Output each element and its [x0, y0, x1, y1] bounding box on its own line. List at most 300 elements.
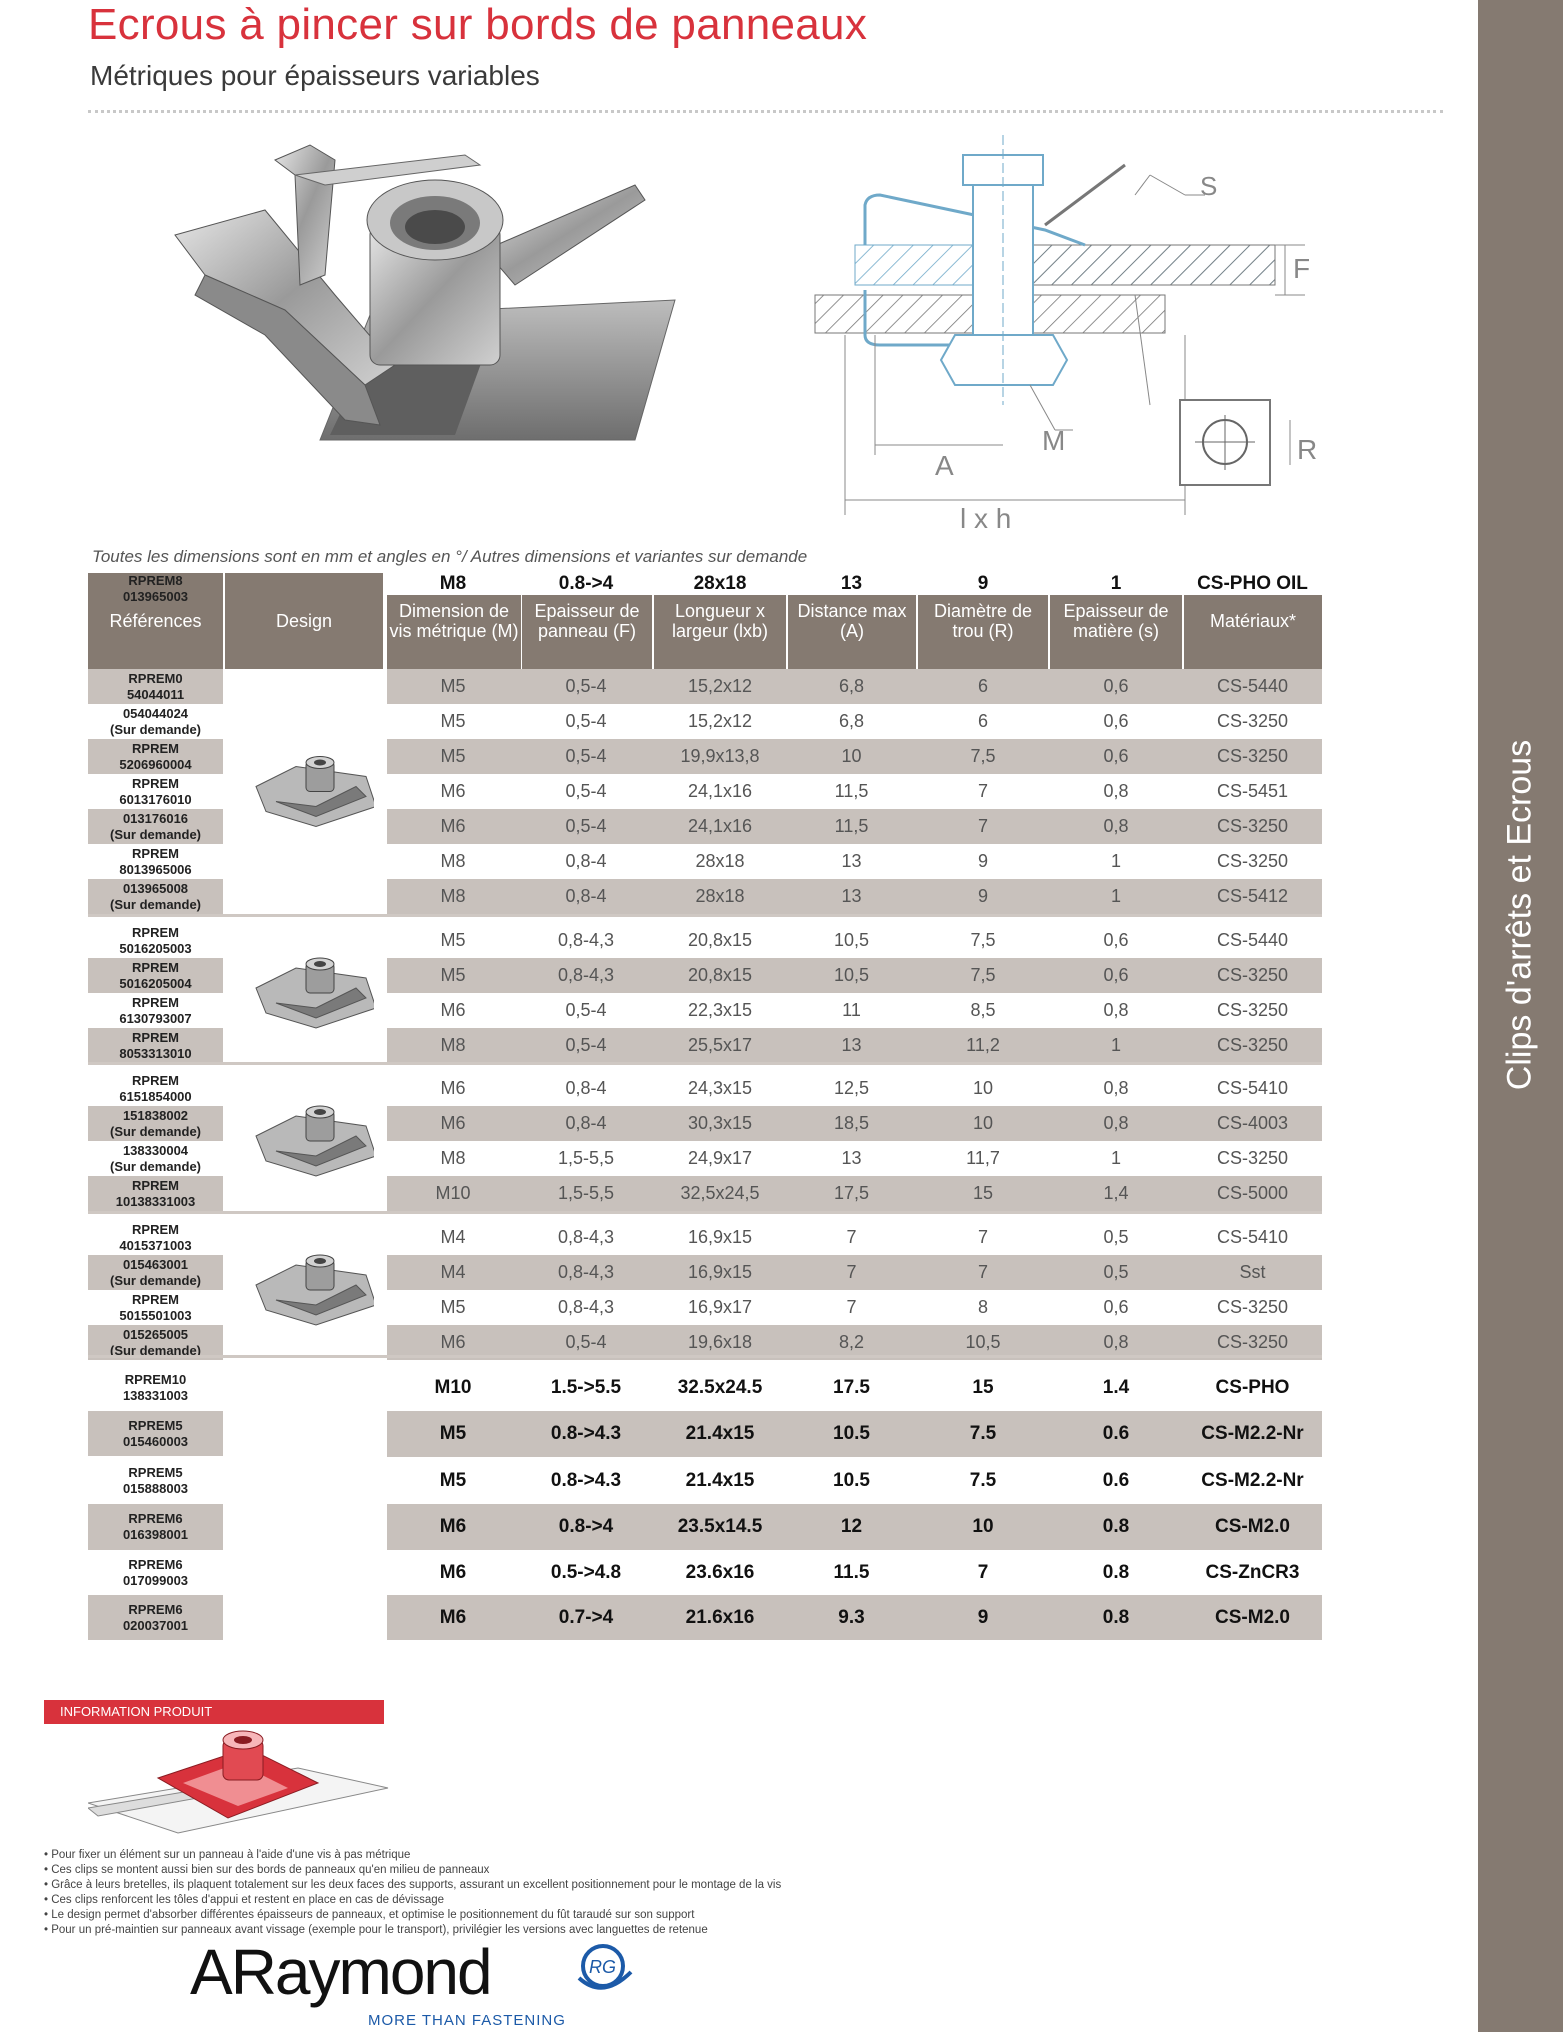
header-col: Epaisseur de matière (s) — [1050, 573, 1182, 669]
table-cell: 6,8 — [838, 676, 865, 696]
table-cell: 15 — [972, 1376, 994, 1398]
table-cell: 7,5 — [970, 746, 996, 766]
brand-monogram-icon — [575, 1942, 635, 1998]
table-row-reference — [88, 669, 223, 704]
table-cell: CS-M2.2-Nr — [1201, 1470, 1304, 1491]
reference-line: (Sur demande) — [109, 1272, 201, 1288]
table-cell: CS-3250 — [1216, 1035, 1289, 1055]
table-cell: 15,2x12 — [687, 676, 753, 696]
sidebar-label: Clips d'arrêts et Ecrous — [1500, 739, 1539, 1091]
reference-line: 015888003 — [122, 1481, 189, 1496]
header-col: Distance max (A) — [788, 573, 916, 669]
table-cell: 32,5x24,5 — [680, 1183, 760, 1203]
technical-diagram — [805, 135, 1345, 530]
table-cell: CS-5412 — [1216, 886, 1289, 906]
table-cell: 0,5-4 — [565, 816, 607, 836]
table-cell: M6 — [439, 1606, 467, 1628]
table-cell: 8 — [977, 1297, 988, 1317]
table-cell: M8 — [440, 886, 466, 906]
diagram-label-m: M — [1042, 425, 1066, 456]
table-cell: 0,6 — [1103, 711, 1129, 731]
table-cell: CS-3250 — [1216, 1148, 1289, 1168]
table-cell: 0,8-4 — [565, 1078, 607, 1098]
table-row-reference — [88, 1504, 223, 1550]
reference-line: RPREM0 — [128, 670, 183, 686]
reference-line: 10138331003 — [115, 1193, 196, 1209]
table-cell: M4 — [440, 1227, 466, 1247]
reference-line: RPREM6 — [128, 1557, 183, 1572]
table-row-reference — [88, 1290, 223, 1325]
table-row — [387, 1411, 1322, 1457]
table-row-reference — [88, 1595, 223, 1640]
table-cell: M6 — [440, 781, 466, 801]
reference-line: 013965003 — [122, 589, 189, 604]
group-separator — [88, 1211, 1322, 1214]
reference-line: RPREM — [132, 924, 179, 940]
table-row — [387, 704, 1322, 739]
table-cell: M5 — [440, 711, 466, 731]
table-cell: M5 — [440, 965, 466, 985]
table-cell: 11 — [842, 1000, 861, 1020]
table-cell: 10 — [972, 1516, 994, 1537]
group-separator — [88, 1355, 1322, 1358]
reference-line: (Sur demande) — [109, 721, 201, 737]
design-cell — [236, 669, 374, 914]
table-cell: CS-5410 — [1216, 1227, 1289, 1247]
reference-line: 015463001 — [122, 1256, 189, 1272]
table-row — [387, 958, 1322, 993]
table-cell: 0,6 — [1103, 930, 1129, 950]
table-cell: 0,5 — [1103, 1227, 1129, 1247]
table-cell: 24,1x16 — [687, 816, 753, 836]
table-cell: 15 — [972, 1183, 994, 1203]
table-row-reference — [88, 704, 223, 739]
table-cell: 16,9x17 — [687, 1297, 753, 1317]
table-cell: 0,8-4,3 — [557, 930, 615, 950]
design-cell — [236, 1071, 374, 1211]
reference-line: 54044011 — [126, 686, 185, 702]
table-row — [387, 1141, 1322, 1176]
diagram-label-f: F — [1293, 253, 1311, 284]
table-row-reference — [88, 1028, 223, 1063]
table-cell: 7.5 — [969, 1423, 997, 1444]
table-cell: M5 — [440, 676, 466, 696]
table-cell: 0,5-4 — [565, 711, 607, 731]
header-design: Design — [225, 573, 383, 669]
reference-line: 013965008 — [122, 880, 189, 896]
header-references: Références — [88, 573, 223, 669]
header-col: Matériaux* — [1184, 573, 1322, 669]
table-cell: 7 — [846, 1262, 857, 1282]
table-cell: M6 — [440, 1113, 466, 1133]
table-cell: CS-PHO — [1215, 1376, 1290, 1398]
table-cell: 9 — [977, 573, 989, 594]
table-row-reference — [88, 844, 223, 879]
info-bullet: • Ces clips renforcent les tôles d'appui et restent en place en cas de dévissage — [44, 1894, 445, 1906]
table-row — [387, 1365, 1322, 1410]
table-row-reference — [88, 1071, 223, 1106]
reference-line: 016398001 — [122, 1527, 189, 1542]
reference-line: 015265005 — [122, 1326, 189, 1342]
table-cell: 13 — [841, 851, 862, 871]
reference-line: (Sur demande) — [109, 1123, 201, 1139]
dimension-note: Toutes les dimensions sont en mm et angles en °/ Autres dimensions et variantes sur demande — [92, 547, 808, 566]
table-cell: CS-3250 — [1216, 711, 1289, 731]
reference-line: RPREM — [132, 1177, 179, 1193]
reference-line: RPREM — [132, 1291, 179, 1307]
table-cell: 1 — [1110, 1035, 1121, 1055]
table-cell: 10.5 — [833, 1423, 870, 1444]
table-cell: M8 — [440, 1035, 466, 1055]
table-row-reference — [88, 1220, 223, 1255]
table-row-reference — [88, 958, 223, 993]
table-cell: 0,8 — [1103, 816, 1129, 836]
table-cell: 0,8-4,3 — [557, 1227, 615, 1247]
table-cell: 0.8 — [1102, 1606, 1130, 1628]
info-bullets — [44, 1848, 781, 1938]
table-row — [387, 1176, 1322, 1211]
table-cell: CS-5000 — [1216, 1183, 1289, 1203]
info-illustration — [88, 1728, 398, 1848]
table-cell: 0.8->4 — [558, 1516, 614, 1537]
table-cell: 18,5 — [833, 1113, 870, 1133]
table-cell: 9 — [977, 886, 988, 906]
table-cell: 0,5-4 — [565, 1035, 607, 1055]
table-row — [387, 739, 1322, 774]
table-row — [387, 1595, 1322, 1640]
table-cell: 7 — [977, 1227, 988, 1247]
table-cell: 10,5 — [965, 1332, 1001, 1352]
table-cell: 8,5 — [970, 1000, 996, 1020]
reference-line: RPREM6 — [128, 1511, 183, 1526]
table-cell: 23.6x16 — [685, 1561, 755, 1583]
reference-line: RPREM — [132, 740, 179, 756]
table-cell: 30,3x15 — [687, 1113, 753, 1133]
table-cell: 0.6 — [1102, 1423, 1130, 1444]
table-row — [387, 1458, 1322, 1504]
table-cell: 21.4x15 — [685, 1470, 755, 1491]
table-cell: CS-5440 — [1216, 930, 1289, 950]
table-row-reference — [88, 1411, 223, 1456]
table-row-reference — [88, 1365, 223, 1410]
reference-line: RPREM — [132, 1072, 179, 1088]
diagram-label-s: S — [1200, 171, 1218, 201]
header-col: Diamètre de trou (R) — [918, 573, 1048, 669]
info-tab: INFORMATION PRODUIT — [44, 1700, 384, 1724]
table-cell: 1,5-5,5 — [557, 1183, 615, 1203]
product-photo — [165, 135, 685, 480]
table-cell: 6 — [977, 711, 988, 731]
reference-line: RPREM10 — [124, 1371, 187, 1387]
reference-line: RPREM — [132, 775, 179, 791]
table-cell: 13 — [841, 1035, 862, 1055]
table-cell: 13 — [841, 1148, 862, 1168]
table-cell: 10.5 — [833, 1470, 870, 1491]
page-title: Ecrous à pincer sur bords de panneaux — [88, 0, 868, 49]
table-cell: 0,5-4 — [565, 746, 607, 766]
table-cell: 0.8->4 — [558, 573, 614, 594]
reference-line: RPREM5 — [128, 1417, 183, 1433]
table-cell: 10 — [972, 1078, 994, 1098]
table-cell: 16,9x15 — [687, 1227, 753, 1247]
table-cell: 20,8x15 — [687, 965, 753, 985]
table-cell: 10 — [972, 1113, 994, 1133]
table-cell: 0,8 — [1103, 1000, 1129, 1020]
reference-line: 151838002 — [122, 1107, 189, 1123]
info-bullet: • Grâce à leurs bretelles, ils plaquent totalement sur les deux faces des supports, assurant un excellent positionnement pour le montage de la vis — [44, 1879, 782, 1891]
reference-line: 5016205003 — [119, 940, 192, 956]
table-cell: M5 — [440, 1297, 466, 1317]
reference-line: 6151854000 — [119, 1088, 192, 1104]
table-cell: 32.5x24.5 — [677, 1376, 763, 1398]
table-row — [387, 1504, 1322, 1550]
reference-line: RPREM — [132, 1221, 179, 1237]
reference-line: 8013965006 — [119, 861, 192, 877]
table-cell: 0,5-4 — [565, 1000, 607, 1020]
table-cell: CS-M2.2-Nr — [1201, 1423, 1304, 1444]
table-cell: CS-M2.0 — [1215, 1606, 1290, 1628]
table-cell: 1.5->5.5 — [550, 1376, 622, 1398]
design-cell — [236, 1220, 374, 1360]
table-row-reference — [88, 573, 223, 605]
table-row — [387, 879, 1322, 914]
table-cell: CS-M2.0 — [1215, 1516, 1290, 1537]
table-row — [387, 844, 1322, 879]
table-row — [387, 1028, 1322, 1063]
table-row — [387, 774, 1322, 809]
table-row — [387, 1106, 1322, 1141]
table-cell: 7 — [846, 1227, 857, 1247]
diagram-label-a: A — [935, 450, 954, 481]
reference-line: 138331003 — [122, 1387, 189, 1403]
brand-tagline: MORE THAN FASTENING — [368, 2012, 566, 2029]
table-cell: 7,5 — [970, 930, 996, 950]
reference-line: 138330004 — [122, 1142, 189, 1158]
reference-line: 6130793007 — [119, 1010, 192, 1026]
table-cell: 10,5 — [833, 930, 870, 950]
table-cell: 21.4x15 — [685, 1423, 755, 1444]
table-cell: 7 — [977, 816, 988, 836]
reference-line: 4015371003 — [119, 1237, 192, 1253]
table-cell: 9 — [977, 851, 988, 871]
diagram-label-r: R — [1297, 434, 1318, 465]
table-cell: M8 — [440, 851, 466, 871]
table-cell: 9.3 — [838, 1606, 865, 1628]
table-cell: 0,8-4 — [565, 886, 607, 906]
reference-line: RPREM — [132, 994, 179, 1010]
info-bullet: • Pour un pré-maintien sur panneaux avant vissage (exemple pour le transport), privilégier les versions avec languettes de retenue — [44, 1924, 708, 1936]
table-cell: 6,8 — [838, 711, 865, 731]
dotted-divider — [88, 110, 1443, 113]
reference-line: 015460003 — [122, 1433, 189, 1449]
header-col: Dimension de vis métrique (M) — [387, 573, 521, 669]
monogram-text: RG — [589, 1957, 616, 1977]
table-cell: 0,5-4 — [565, 676, 607, 696]
table-cell: CS-3250 — [1216, 851, 1289, 871]
table-cell: 21.6x16 — [685, 1606, 755, 1628]
table-cell: 1,4 — [1103, 1183, 1129, 1203]
table-row-reference — [88, 809, 223, 844]
table-cell: 0,5 — [1103, 1262, 1129, 1282]
design-cell — [236, 923, 374, 1063]
reference-line: (Sur demande) — [109, 826, 201, 842]
table-cell: 10,5 — [833, 965, 870, 985]
table-cell: 7 — [846, 1297, 857, 1317]
table-cell: CS-3250 — [1216, 1332, 1289, 1352]
reference-line: 054044024 — [122, 705, 189, 721]
table-cell: 24,1x16 — [687, 781, 753, 801]
table-row-reference — [88, 1106, 223, 1141]
table-cell: 1.4 — [1102, 1376, 1130, 1398]
table-cell: CS-3250 — [1216, 965, 1289, 985]
table-cell: 11,5 — [834, 816, 869, 836]
table-cell: M6 — [440, 1332, 466, 1352]
table-cell: 7,5 — [970, 965, 996, 985]
table-cell: CS-3250 — [1216, 1297, 1289, 1317]
reference-line: RPREM8 — [128, 573, 183, 588]
reference-line: RPREM — [132, 845, 179, 861]
table-cell: M4 — [440, 1262, 466, 1282]
reference-line: (Sur demande) — [109, 1342, 201, 1358]
table-cell: 0.8->4.3 — [550, 1470, 622, 1491]
table-cell: M6 — [440, 816, 466, 836]
reference-line: RPREM — [132, 1029, 179, 1045]
table-row — [387, 1255, 1322, 1290]
table-cell: 7 — [977, 1561, 989, 1583]
table-cell: 0,8-4,3 — [557, 965, 615, 985]
table-cell: 6 — [977, 676, 988, 696]
table-cell: 0,5-4 — [565, 1332, 607, 1352]
table-cell: 20,8x15 — [687, 930, 753, 950]
table-cell: 0,8 — [1103, 1332, 1129, 1352]
table-row — [387, 923, 1322, 958]
reference-line: 8053313010 — [119, 1045, 192, 1061]
table-cell: 15,2x12 — [687, 711, 753, 731]
table-cell: 0,6 — [1103, 676, 1129, 696]
table-row — [387, 809, 1322, 844]
table-cell: 17,5 — [833, 1183, 870, 1203]
reference-line: 6013176010 — [119, 791, 192, 807]
table-cell: 7 — [977, 781, 988, 801]
table-cell: Sst — [1239, 1262, 1266, 1282]
table-cell: 0.8 — [1102, 1516, 1130, 1537]
table-cell: 24,3x15 — [687, 1078, 753, 1098]
table-cell: 7.5 — [969, 1470, 997, 1491]
table-cell: CS-3250 — [1216, 1000, 1289, 1020]
table-cell: 28x18 — [693, 573, 747, 594]
table-cell: M8 — [439, 573, 467, 594]
table-cell: 0,6 — [1103, 1297, 1129, 1317]
table-row — [387, 1550, 1322, 1595]
table-row — [387, 573, 1322, 595]
reference-line: (Sur demande) — [109, 896, 201, 912]
header-col: Longueur x largeur (lxb) — [654, 573, 786, 669]
table-cell: 23.5x14.5 — [677, 1516, 763, 1537]
table-row-reference — [88, 1550, 223, 1596]
info-bullet: • Pour fixer un élément sur un panneau à l'aide d'une vis à pas métrique — [44, 1849, 411, 1861]
table-cell: M5 — [440, 746, 466, 766]
table-row-reference — [88, 1255, 223, 1290]
table-cell: 25,5x17 — [687, 1035, 753, 1055]
table-row-reference — [88, 1141, 223, 1176]
table-cell: CS-3250 — [1216, 816, 1289, 836]
table-row — [387, 1290, 1322, 1325]
table-row-reference — [88, 879, 223, 914]
table-row-reference — [88, 993, 223, 1028]
group-separator — [88, 1062, 1322, 1065]
table-cell: M5 — [439, 1423, 467, 1444]
table-cell: 28x18 — [695, 886, 745, 906]
table-cell: 0.8->4.3 — [550, 1423, 622, 1444]
table-cell: 24,9x17 — [687, 1148, 753, 1168]
table-cell: 12,5 — [833, 1078, 870, 1098]
table-cell: M6 — [439, 1516, 467, 1537]
table-cell: 0,6 — [1103, 965, 1129, 985]
table-cell: 0,6 — [1103, 746, 1129, 766]
table-cell: 1 — [1110, 851, 1121, 871]
table-cell: 1,5-5,5 — [557, 1148, 615, 1168]
table-cell: M6 — [440, 1000, 466, 1020]
table-cell: 0.7->4 — [558, 1606, 614, 1628]
reference-line: (Sur demande) — [109, 1158, 201, 1174]
table-cell: 11.5 — [833, 1561, 870, 1583]
table-cell: 0,8 — [1103, 1113, 1129, 1133]
reference-line: 020037001 — [122, 1617, 189, 1633]
info-bullet: • Le design permet d'absorber différentes épaisseurs de panneaux, et optimise le positionnement du fût taraudé sur son support — [44, 1909, 695, 1921]
table-row-reference — [88, 1176, 223, 1211]
info-bullet: • Ces clips se montent aussi bien sur des bords de panneaux qu'en milieu de panneaux — [44, 1864, 490, 1876]
table-cell: 7 — [977, 1262, 988, 1282]
brand-logo: ARaymond — [190, 1936, 491, 2008]
table-cell: CS-3250 — [1216, 746, 1289, 766]
table-row — [387, 669, 1322, 704]
table-row-reference — [88, 774, 223, 809]
table-cell: 1 — [1110, 886, 1121, 906]
table-cell: 19,6x18 — [687, 1332, 753, 1352]
table-cell: 16,9x15 — [687, 1262, 753, 1282]
table-cell: 10 — [841, 746, 862, 766]
table-cell: 0,8-4 — [565, 851, 607, 871]
reference-line: RPREM5 — [128, 1465, 183, 1480]
table-cell: 17.5 — [833, 1376, 870, 1398]
reference-line: 5016205004 — [119, 975, 192, 991]
table-row — [387, 1220, 1322, 1255]
table-cell: 1 — [1110, 1148, 1121, 1168]
table-cell: CS-5440 — [1216, 676, 1289, 696]
reference-line: 5206960004 — [119, 756, 192, 772]
reference-line: 013176016 — [122, 810, 189, 826]
table-cell: 11,7 — [966, 1148, 1000, 1168]
table-row-reference — [88, 1458, 223, 1504]
table-cell: M5 — [439, 1470, 467, 1491]
table-cell: 11,5 — [834, 781, 869, 801]
table-cell: 13 — [840, 573, 863, 594]
table-cell: 13 — [841, 886, 862, 906]
table-cell: CS-4003 — [1216, 1113, 1289, 1133]
table-cell: M10 — [434, 1376, 472, 1398]
table-cell: 12 — [840, 1516, 863, 1537]
table-cell: 8,2 — [838, 1332, 865, 1352]
table-cell: 0.6 — [1102, 1470, 1130, 1491]
table-cell: 22,3x15 — [687, 1000, 753, 1020]
table-cell: CS-5451 — [1216, 781, 1289, 801]
reference-line: RPREM — [132, 959, 179, 975]
table-row — [387, 1071, 1322, 1106]
table-cell: M10 — [435, 1183, 471, 1203]
table-row-reference — [88, 923, 223, 958]
table-cell: 0,8-4,3 — [557, 1297, 615, 1317]
table-cell: 0.8 — [1102, 1561, 1130, 1583]
